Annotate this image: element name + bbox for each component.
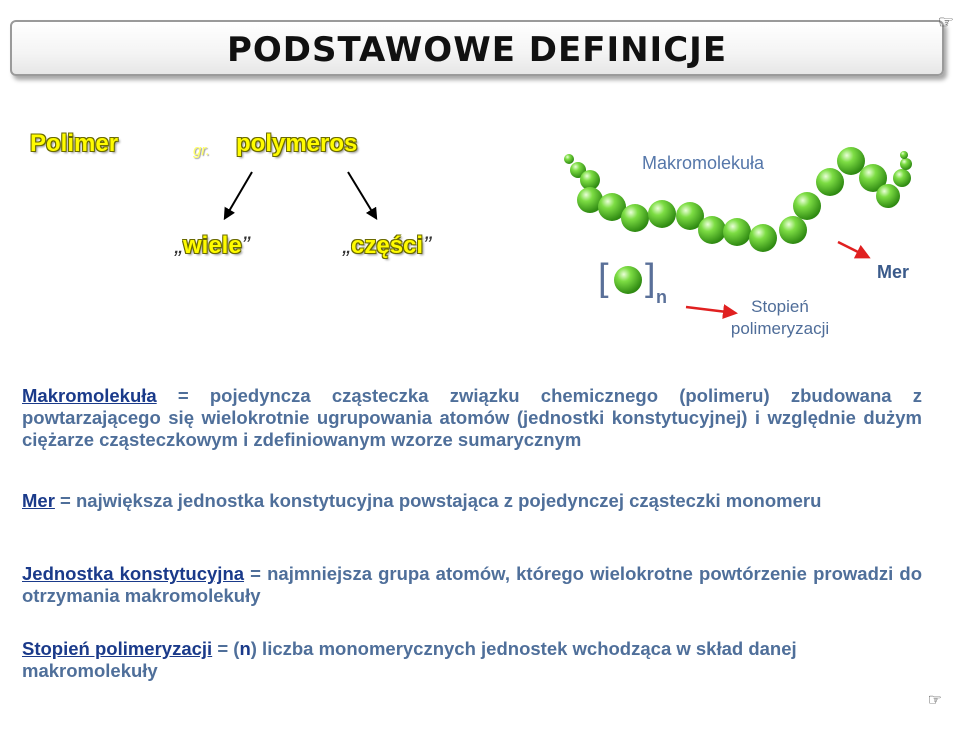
repeat-unit-sphere — [614, 266, 642, 294]
arrow-to-wiele — [225, 172, 252, 218]
makromolekula-label: Makromolekuła — [642, 153, 765, 173]
arrow-to-czesci — [348, 172, 376, 218]
arrow-to-mer — [838, 242, 868, 257]
greek-abbrev: gr. — [193, 142, 210, 159]
term-mer: Mer — [22, 490, 55, 511]
czesci-label: „części” — [343, 232, 432, 259]
definition-makromolekula: Makromolekuła = pojedyncza cząsteczka związku chemicznego (polimeru) zbudowana z powtarzającego się wielokrotnie ugrupowania atomów (jednostki konstytucyjnej) i względnie dużym ciężarze cząsteczkowym i zdefiniowanym wzorze sumarycznym — [22, 385, 922, 450]
term-makromolekula: Makromolekuła — [22, 385, 157, 406]
subscript-n: n — [656, 287, 667, 307]
symbol-n: n — [239, 638, 251, 659]
poly-part: poly — [236, 130, 286, 157]
bracket-right: ] — [645, 257, 656, 299]
stopien-label: Stopień polimeryzacji — [730, 297, 830, 338]
term-stopien: Stopień polimeryzacji — [22, 638, 213, 659]
definition-stopien: Stopień polimeryzacji = (n) liczba monomerycznych jednostek wchodząca w skład danej makromolekuły — [22, 638, 797, 681]
meros-part: meros — [285, 130, 358, 157]
mer-label: Mer — [877, 262, 910, 282]
page-title: PODSTAWOWE DEFINICJE — [226, 30, 728, 70]
bracket-left: [ — [598, 257, 609, 299]
definition-jednostka: Jednostka konstytucyjna = najmniejsza grupa atomów, którego wielokrotne powtórzenie prowadzi do otrzymania makromolekuły — [22, 563, 923, 606]
wiele-label: „wiele” — [175, 232, 250, 259]
hand-pointer-icon[interactable]: ☞ — [937, 12, 954, 32]
hand-pointer-icon[interactable]: ☞ — [927, 692, 942, 709]
polimer-word: Polimer — [30, 130, 119, 157]
definition-mer: Mer = największa jednostka konstytucyjna powstająca z pojedynczej cząsteczki monomeru — [22, 490, 822, 511]
term-jednostka: Jednostka konstytucyjna — [22, 563, 245, 584]
